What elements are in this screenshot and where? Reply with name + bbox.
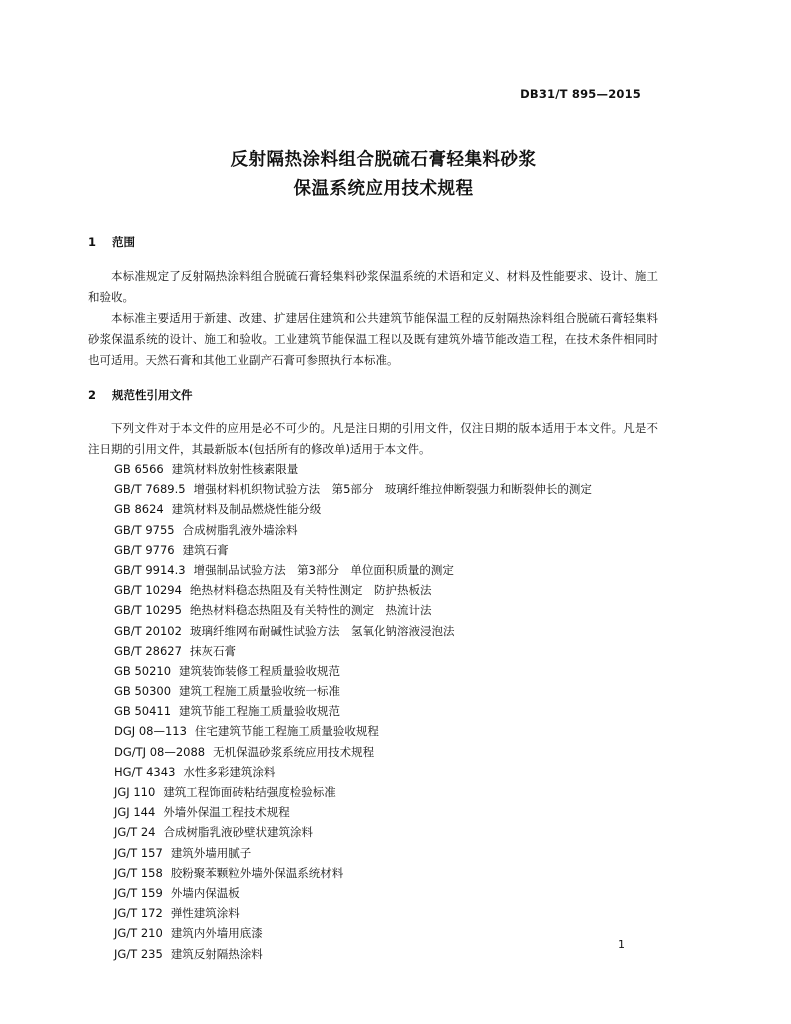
reference-item (114, 843, 592, 863)
reference-code: GB/T 9776 (114, 542, 175, 557)
reference-item (114, 459, 592, 479)
reference-title: 合成树脂乳液外墙涂料 (182, 522, 298, 537)
reference-code: GB 50210 (114, 663, 172, 678)
reference-code: DG/TJ 08—2088 (114, 744, 206, 759)
reference-code: HG/T 4343 (114, 764, 176, 779)
reference-code: GB/T 9755 (114, 522, 175, 537)
reference-item (114, 600, 592, 620)
reference-title: 建筑节能工程施工质量验收规范 (179, 704, 341, 719)
reference-item (114, 701, 592, 721)
reference-title: 增强制品试验方法 第3部分 单位面积质量的测定 (193, 562, 454, 577)
reference-item (114, 580, 592, 600)
reference-item (114, 802, 592, 822)
reference-title: 增强材料机织物试验方法 第5部分 玻璃纤维拉伸断裂强力和断裂伸长的测定 (193, 482, 592, 497)
scope-paragraph-2: 本标准主要适用于新建、改建、扩建居住建筑和公共建筑节能保温工程的反射隔热涂料组合脱硫石膏轻集料砂浆保温系统的设计、施工和验收。工业建筑节能保温工程以及既有建筑外墙节能改造工程，在技术条件相同时也可适用。天然石膏和其他工业副产石膏可参照执行本标准。 (88, 311, 658, 367)
reference-title: 建筑石膏 (182, 542, 229, 557)
reference-code: GB/T 10294 (114, 583, 182, 598)
reference-code: JG/T 24 (114, 825, 156, 840)
reference-title: 建筑反射隔热涂料 (170, 946, 263, 961)
reference-code: GB 50300 (114, 684, 172, 699)
section-1-number: 1 (88, 235, 97, 249)
reference-item (114, 540, 592, 560)
reference-title: 外墙内保温板 (170, 885, 240, 900)
reference-code: GB 6566 (114, 462, 164, 476)
reference-title: 绝热材料稳态热阻及有关特性的测定 热流计法 (189, 603, 432, 618)
reference-title: 外墙外保温工程技术规程 (163, 805, 290, 820)
reference-code: GB/T 20102 (114, 623, 182, 638)
title-line-1: 反射隔热涂料组合脱硫石膏轻集料砂浆 (230, 150, 537, 170)
reference-code: JG/T 210 (114, 926, 163, 941)
reference-item (114, 863, 592, 883)
section-2-heading (88, 387, 193, 403)
page-number: 1 (618, 938, 625, 951)
reference-title: 水性多彩建筑涂料 (183, 764, 276, 779)
reference-item (114, 499, 592, 519)
reference-item (114, 520, 592, 540)
reference-item (114, 782, 592, 802)
reference-code: DGJ 08—113 (114, 724, 187, 739)
reference-code: JGJ 110 (114, 785, 156, 799)
reference-title: 玻璃纤维网布耐碱性试验方法 氢氧化钠溶液浸泡法 (189, 623, 455, 638)
reference-code: JG/T 159 (114, 885, 163, 900)
reference-item (114, 621, 592, 641)
reference-title: 建筑材料及制品燃烧性能分级 (171, 502, 322, 517)
reference-code: GB 8624 (114, 502, 164, 517)
reference-title: 无机保温砂浆系统应用技术规程 (213, 744, 375, 759)
reference-code: JG/T 172 (114, 906, 163, 921)
reference-item (114, 661, 592, 681)
references-intro: 下列文件对于本文件的应用是必不可少的。凡是注日期的引用文件，仅注日期的版本适用于本文件。凡是不注日期的引用文件，其最新版本(包括所有的修改单)适用于本文件。 (88, 421, 658, 456)
reference-item (114, 641, 592, 661)
section-1-heading (88, 234, 135, 250)
reference-code: GB/T 7689.5 (114, 482, 186, 497)
reference-code: JG/T 157 (114, 845, 163, 860)
reference-item (114, 903, 592, 923)
reference-item (114, 944, 592, 964)
reference-code: GB/T 9914.3 (114, 562, 186, 577)
reference-item (114, 822, 592, 842)
reference-code: GB/T 10295 (114, 603, 182, 618)
reference-code: JG/T 235 (114, 946, 163, 961)
section-2-title: 规范性引用文件 (112, 388, 193, 402)
reference-code: JGJ 144 (114, 805, 156, 820)
reference-title: 建筑工程饰面砖粘结强度检验标准 (163, 785, 336, 799)
reference-item (114, 560, 592, 580)
section-2-number: 2 (88, 388, 97, 402)
reference-list (114, 459, 592, 964)
reference-title: 弹性建筑涂料 (170, 906, 240, 921)
reference-item (114, 883, 592, 903)
reference-title: 住宅建筑节能工程施工质量验收规程 (194, 724, 379, 739)
reference-item (114, 479, 592, 499)
reference-title: 合成树脂乳液砂壁状建筑涂料 (163, 825, 313, 840)
section-1-title: 范围 (112, 235, 136, 249)
document-code: DB31/T 895—2015 (520, 87, 641, 101)
reference-code: GB 50411 (114, 704, 172, 719)
reference-code: GB/T 28627 (114, 643, 182, 658)
scope-paragraph-1: 本标准规定了反射隔热涂料组合脱硫石膏轻集料砂浆保温系统的术语和定义、材料及性能要求、设计、施工和验收。 (88, 269, 658, 304)
reference-title: 抹灰石膏 (189, 643, 236, 658)
reference-title: 建筑材料放射性核素限量 (171, 462, 299, 476)
reference-item (114, 681, 592, 701)
reference-title: 建筑内外墙用底漆 (170, 926, 263, 941)
reference-code: JG/T 158 (114, 865, 163, 880)
reference-title: 建筑外墙用腻子 (170, 845, 252, 860)
reference-title: 建筑装饰装修工程质量验收规范 (179, 663, 341, 678)
document-title (0, 146, 791, 204)
reference-item (114, 762, 592, 782)
reference-item (114, 721, 592, 741)
reference-item (114, 923, 592, 943)
reference-item (114, 742, 592, 762)
title-line-2: 保温系统应用技术规程 (293, 179, 474, 199)
reference-title: 绝热材料稳态热阻及有关特性测定 防护热板法 (189, 583, 432, 598)
reference-title: 胶粉聚苯颗粒外墙外保温系统材料 (170, 865, 344, 880)
reference-title: 建筑工程施工质量验收统一标准 (179, 684, 341, 699)
